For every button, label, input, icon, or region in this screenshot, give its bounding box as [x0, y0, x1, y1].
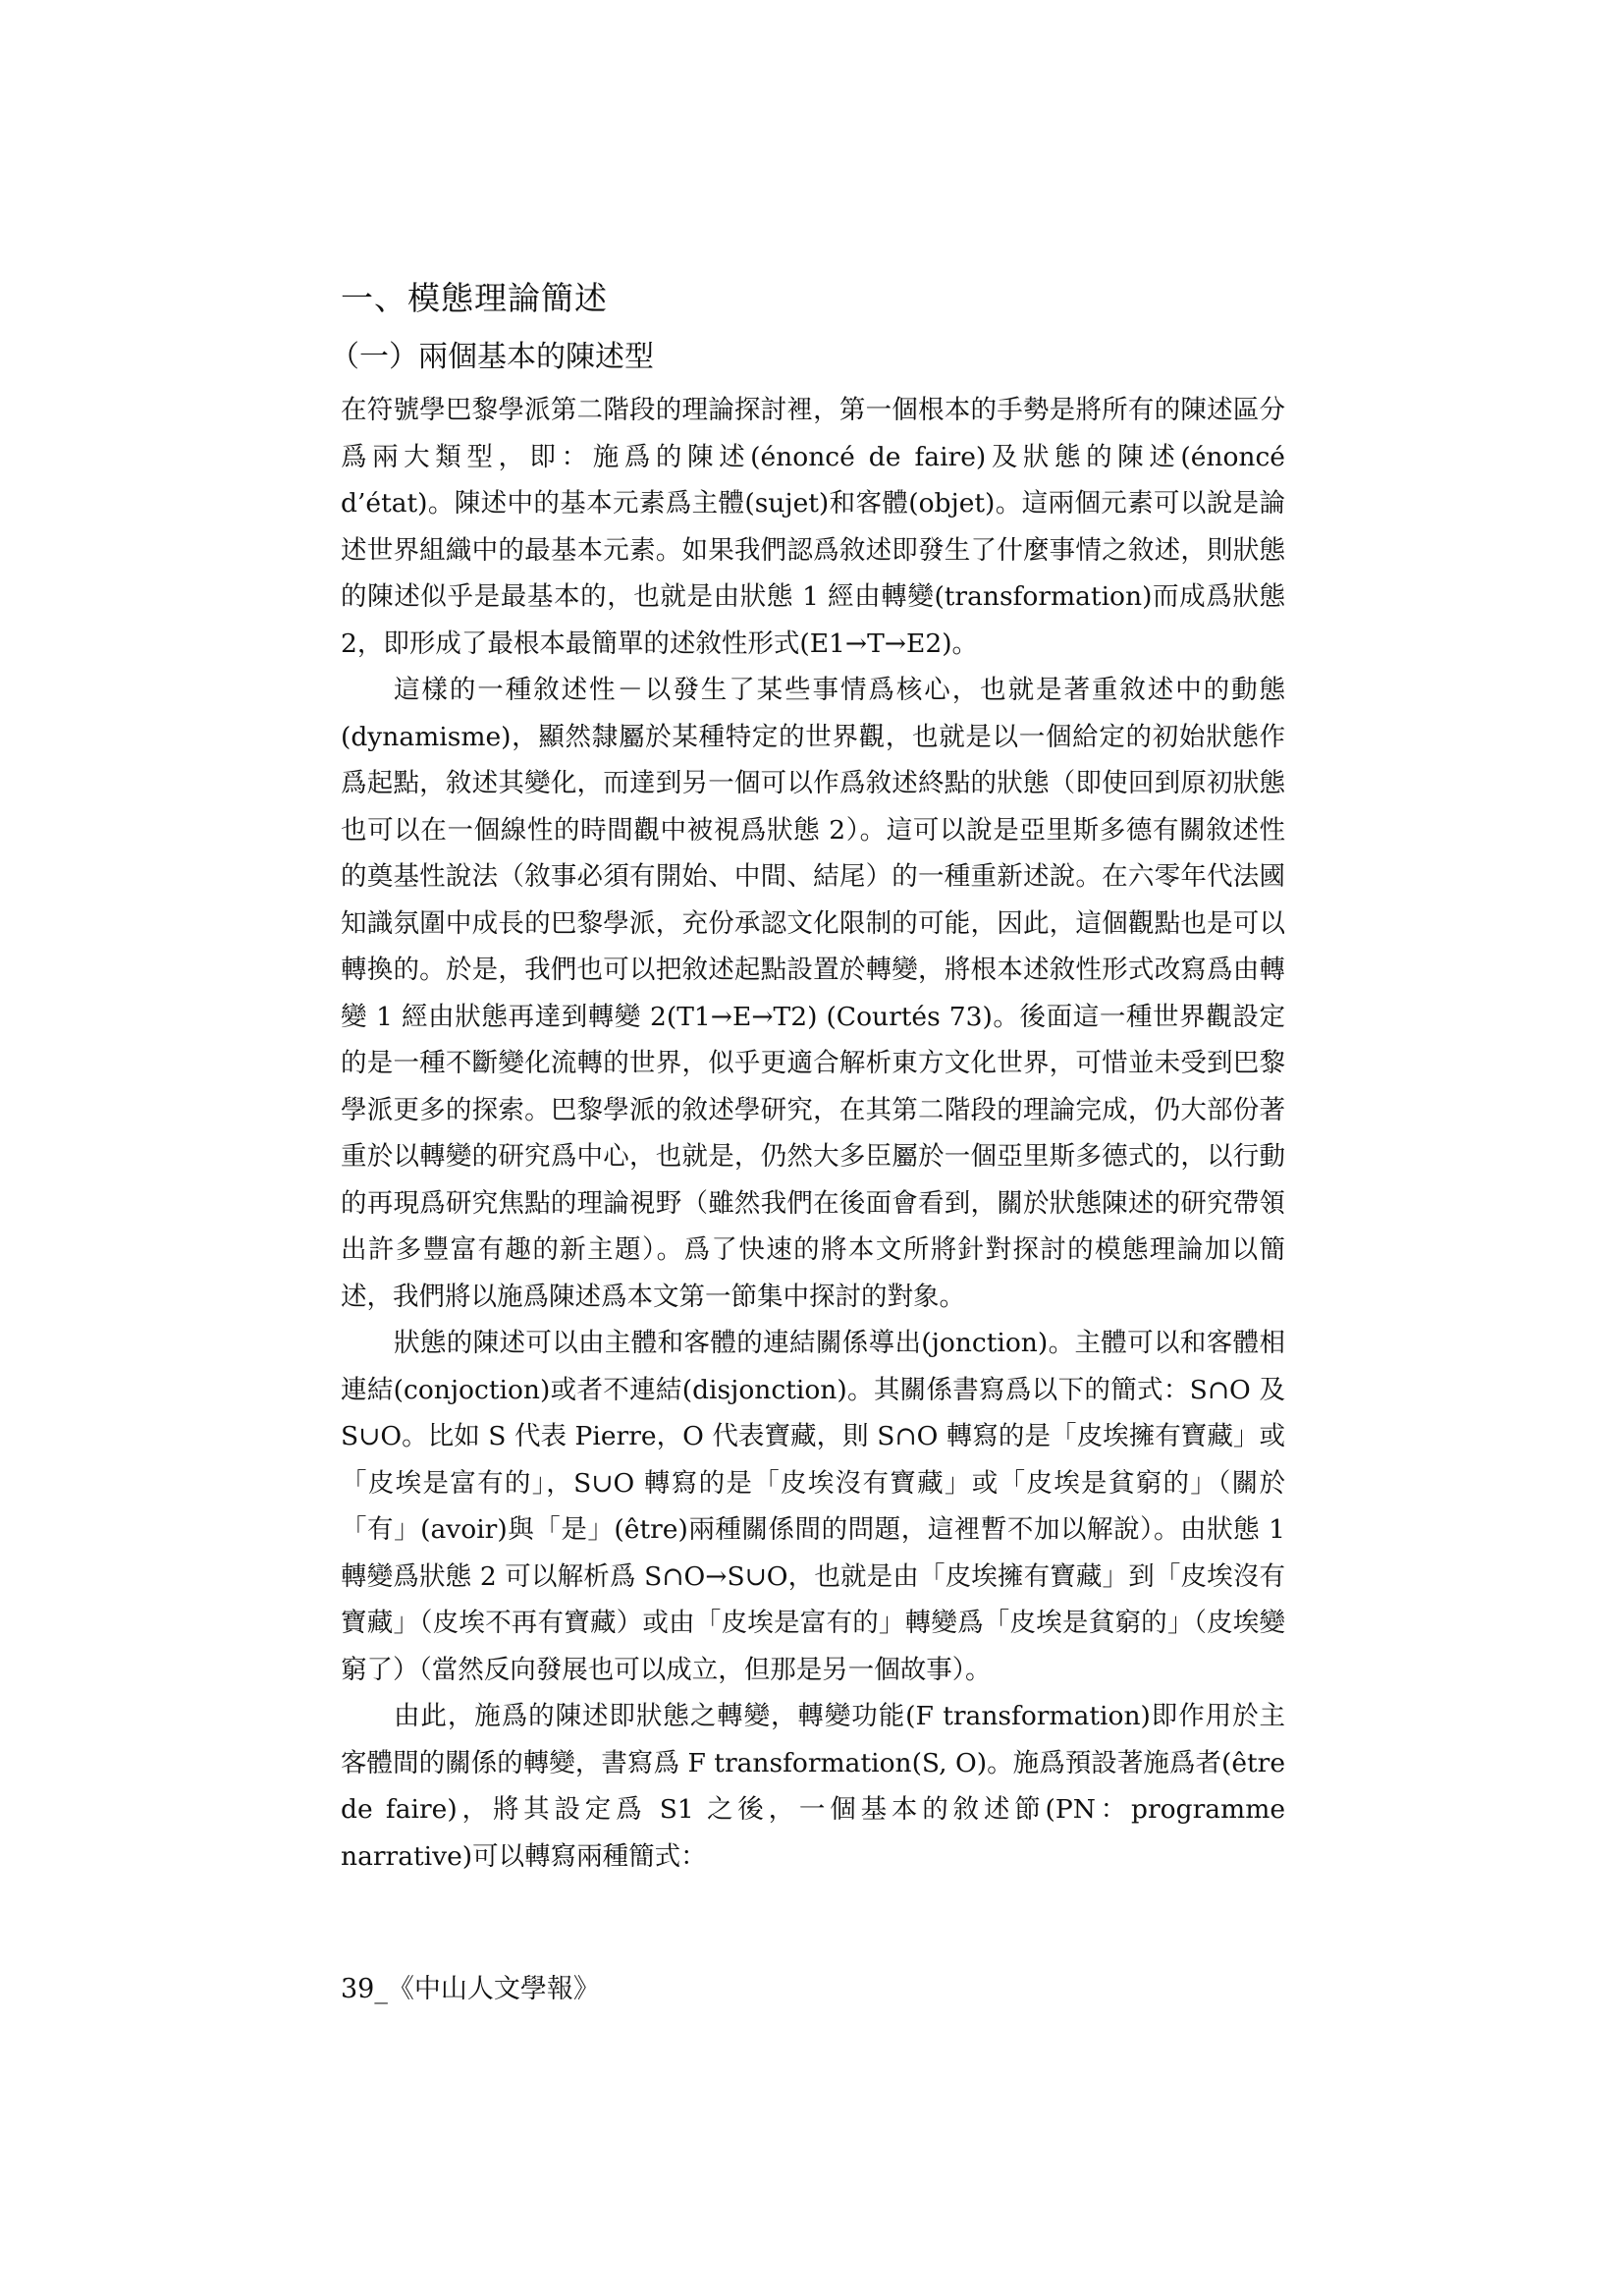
body-text [341, 387, 1285, 1880]
paragraph-4: 由此，施爲的陳述即狀態之轉變，轉變功能(F transformation)即作用於主客體間的關係的轉變，書寫爲 F transformation(S, O)。施爲預設著施爲者(être de faire)，將其設定爲 S1 之後，一個基本的敘述節(PN：programme narrative)可以轉寫兩種簡式： [341, 1701, 1285, 1872]
section-title: 一、模態理論簡述 [341, 279, 608, 317]
paragraph-1: 在符號學巴黎學派第二階段的理論探討裡，第一個根本的手勢是將所有的陳述區分爲兩大類型，即：施爲的陳述(énoncé de faire)及狀態的陳述(énoncé d’état)。陳述中的基本元素爲主體(sujet)和客體(objet)。這兩個元素可以說是論述世界組織中的最基本元素。如果我們認爲敘述即發生了什麼事情之敘述，則狀態的陳述似乎是最基本的，也就是由狀態 1 經由轉變(transformation)而成爲狀態 2，即形成了最根本最簡單的述敘性形式(E1→T→E2)。 [341, 395, 1285, 659]
paragraph-3: 狀態的陳述可以由主體和客體的連結關係導出(jonction)。主體可以和客體相連結(conjoction)或者不連結(disjonction)。其關係書寫爲以下的簡式：S∩O 及 S∪O。比如 S 代表 Pierre，O 代表寶藏，則 S∩O 轉寫的是「皮埃擁有寶藏」或「皮埃是富有的」，S∪O 轉寫的是「皮埃沒有寶藏」或「皮埃是貧窮的」（關於「有」(avoir)與「是」(être)兩種關係間的問題，這裡暫不加以解說）。由狀態 1 轉變爲狀態 2 可以解析爲 S∩O→S∪O，也就是由「皮埃擁有寶藏」到「皮埃沒有寶藏」（皮埃不再有寶藏）或由「皮埃是富有的」轉變爲「皮埃是貧窮的」（皮埃變窮了）（當然反向發展也可以成立，但那是另一個故事）。 [341, 1328, 1285, 1685]
page-footer: 39_《中山人文學報》 [341, 1974, 600, 2004]
paragraph-2: 這樣的一種敘述性－以發生了某些事情爲核心，也就是著重敘述中的動態(dynamisme)，顯然隸屬於某種特定的世界觀，也就是以一個給定的初始狀態作爲起點，敘述其變化，而達到另一個可以作爲敘述終點的狀態（即使回到原初狀態也可以在一個線性的時間觀中被視爲狀態 2）。這可以說是亞里斯多德有關敘述性的奠基性說法（敘事必須有開始、中間、結尾）的一種重新述說。在六零年代法國知識氛圍中成長的巴黎學派，充份承認文化限制的可能，因此，這個觀點也是可以轉換的。於是，我們也可以把敘述起點設置於轉變，將根本述敘性形式改寫爲由轉變 1 經由狀態再達到轉變 2(T1→E→T2) (Courtés 73)。後面這一種世界觀設定的是一種不斷變化流轉的世界，似乎更適合解析東方文化世界，可惜並未受到巴黎學派更多的探索。巴黎學派的敘述學研究，在其第二階段的理論完成，仍大部份著重於以轉變的研究爲中心，也就是，仍然大多臣屬於一個亞里斯多德式的，以行動的再現爲研究焦點的理論視野（雖然我們在後面會看到，關於狀態陳述的研究帶領出許多豐富有趣的新主題）。爲了快速的將本文所將針對探討的模態理論加以簡述，我們將以施爲陳述爲本文第一節集中探討的對象。 [341, 675, 1285, 1312]
subsection-title: （一）兩個基本的陳述型 [330, 340, 654, 374]
